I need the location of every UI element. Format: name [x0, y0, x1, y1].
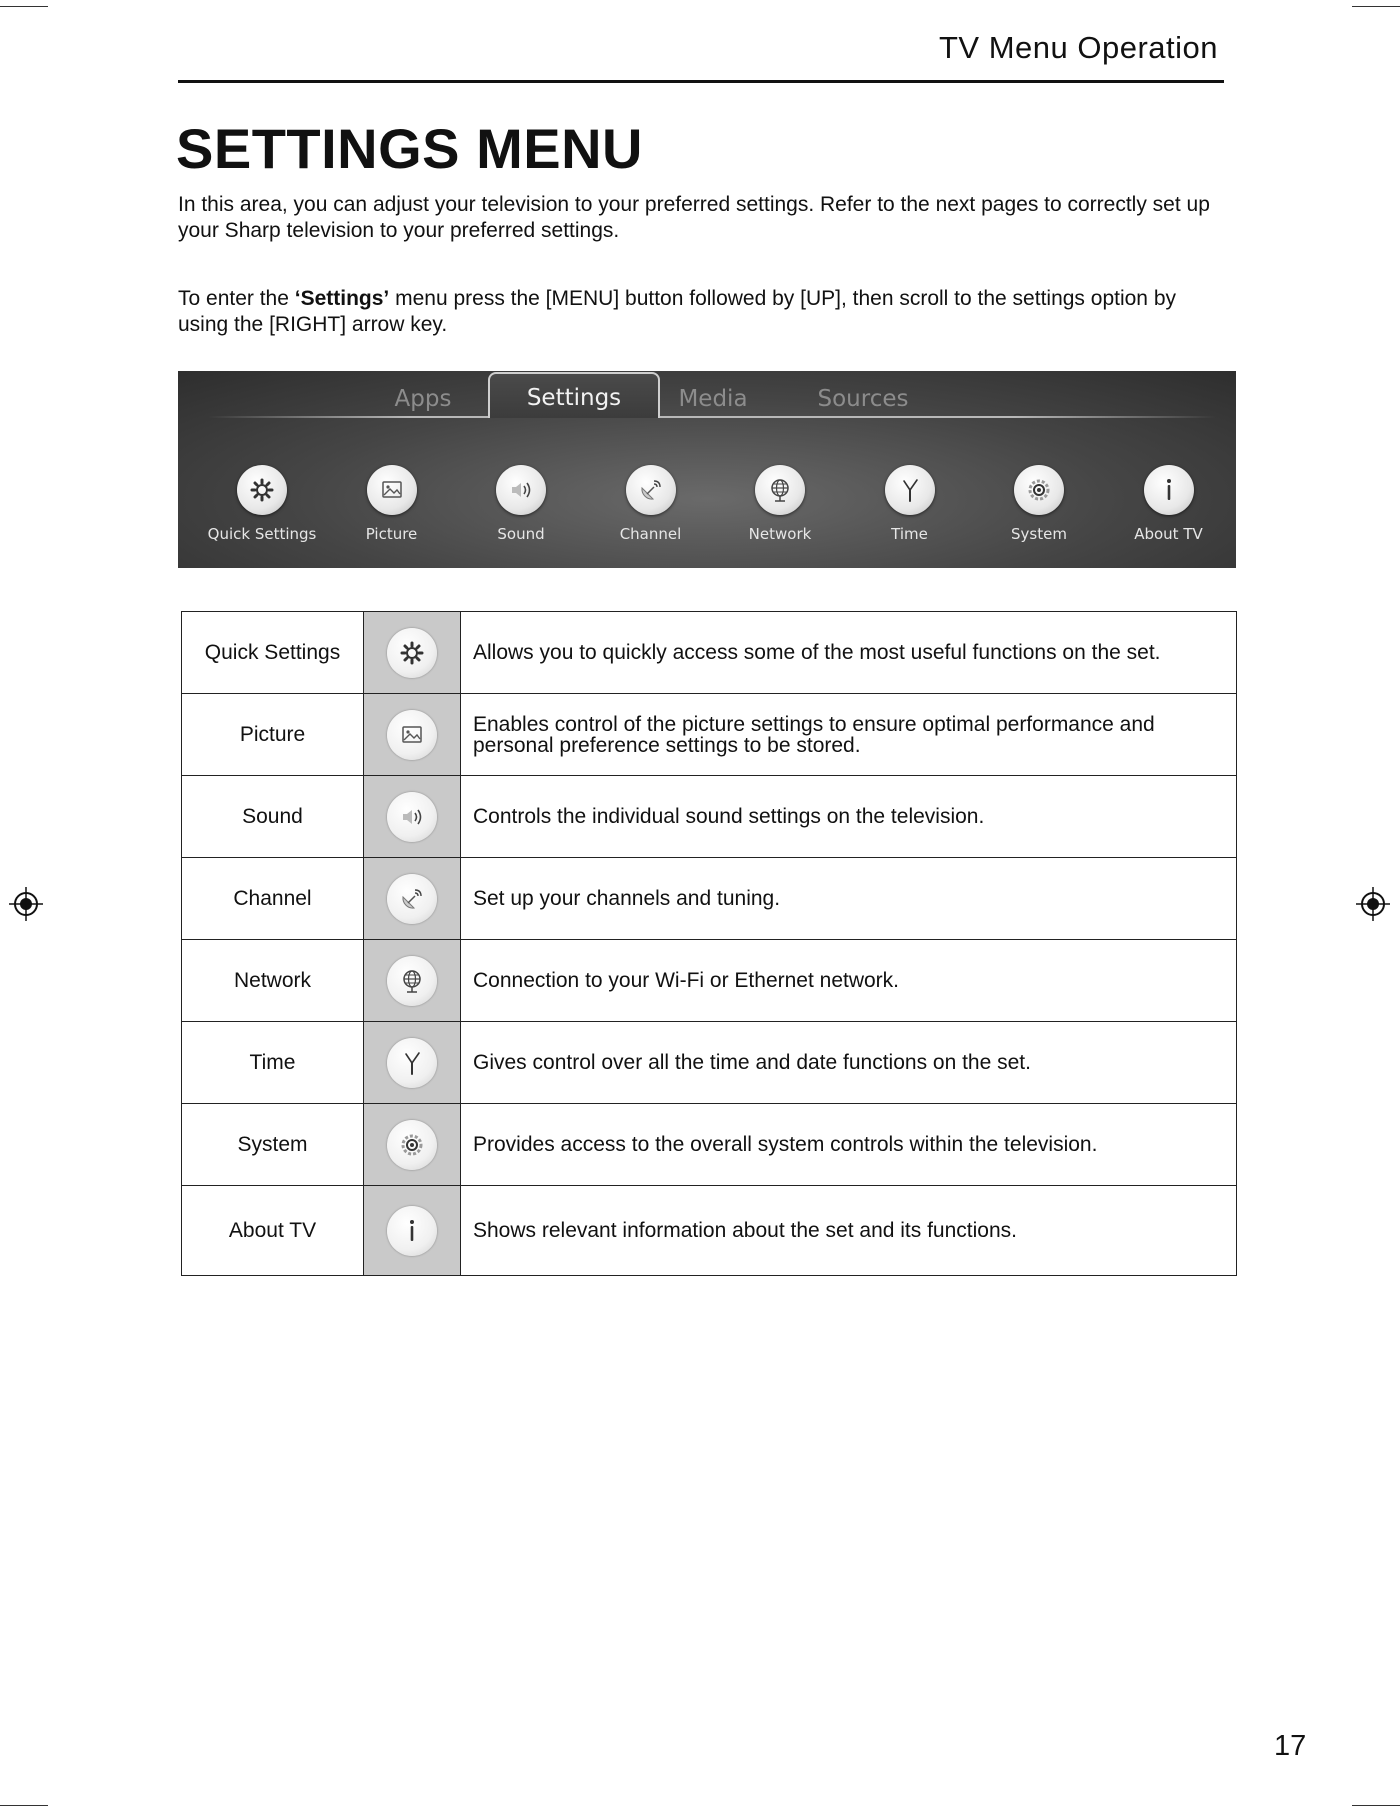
table-row [182, 1186, 1237, 1276]
page-title: SETTINGS MENU [176, 117, 643, 180]
table-row [182, 1104, 1237, 1186]
intro-paragraph: In this area, you can adjust your television to your preferred settings. Refer to the next pages to correctly set up your Sharp television to your preferred settings. [178, 193, 1210, 242]
table-row [182, 1022, 1237, 1104]
gear-icon [247, 475, 277, 505]
satellite-dish-icon [397, 884, 427, 914]
system-gear-icon [397, 1130, 427, 1160]
page-number: 17 [1274, 1730, 1307, 1762]
tv-menu-icon-circle [626, 465, 676, 515]
setting-description: Allows you to quickly access some of the most useful functions on the set. [461, 612, 1237, 694]
registration-mark-icon [1356, 887, 1390, 921]
setting-icon-cell [364, 858, 461, 940]
tv-menu-item-label: Quick Settings [207, 525, 317, 543]
instruction-text-bold: ‘Settings’ [294, 287, 390, 310]
info-icon [1154, 475, 1184, 505]
registration-mark-icon [9, 887, 43, 921]
speaker-icon [506, 475, 536, 505]
setting-description: Provides access to the overall system controls within the television. [461, 1104, 1237, 1186]
globe-icon [397, 966, 427, 996]
table-row [182, 694, 1237, 776]
tab-apps[interactable]: Apps [394, 386, 452, 412]
tv-menu-item-label: Network [748, 525, 812, 543]
setting-icon-cell [364, 694, 461, 776]
setting-icon-circle [387, 792, 437, 842]
tv-menu-icon-circle [755, 465, 805, 515]
setting-icon-circle [387, 628, 437, 678]
tab-settings[interactable]: Settings [488, 372, 660, 418]
tv-menu-item-sound[interactable] [461, 465, 581, 543]
page-header [178, 28, 1224, 83]
tv-menu-icon-circle [1144, 465, 1194, 515]
tab-media[interactable]: Media [678, 386, 748, 412]
clock-hands-icon [895, 475, 925, 505]
setting-description: Controls the individual sound settings on the television. [461, 776, 1237, 858]
setting-description: Connection to your Wi-Fi or Ethernet network. [461, 940, 1237, 1022]
info-icon [397, 1216, 427, 1246]
setting-icon-cell [364, 612, 461, 694]
setting-icon-circle [387, 1120, 437, 1170]
tv-menu-item-picture[interactable] [332, 465, 452, 543]
setting-icon-circle [387, 956, 437, 1006]
setting-name: About TV [182, 1186, 364, 1276]
setting-name: Time [182, 1022, 364, 1104]
crop-mark [1352, 6, 1400, 7]
setting-name: Network [182, 940, 364, 1022]
setting-icon-cell [364, 1186, 461, 1276]
setting-name: System [182, 1104, 364, 1186]
tv-menu-item-label: About TV [1134, 525, 1203, 543]
system-gear-icon [1024, 475, 1054, 505]
setting-name: Sound [182, 776, 364, 858]
globe-icon [765, 475, 795, 505]
setting-icon-circle [387, 710, 437, 760]
setting-icon-circle [387, 1206, 437, 1256]
setting-name: Channel [182, 858, 364, 940]
crop-mark [0, 6, 48, 7]
table-row [182, 612, 1237, 694]
table-row [182, 858, 1237, 940]
setting-icon-cell [364, 940, 461, 1022]
speaker-icon [397, 802, 427, 832]
setting-icon-cell [364, 776, 461, 858]
settings-table [181, 611, 1237, 1276]
setting-description: Enables control of the picture settings to ensure optimal performance and personal preference settings to be stored. [461, 694, 1237, 776]
tv-menu-icon-circle [496, 465, 546, 515]
tv-menu-item-label: System [1011, 525, 1067, 543]
setting-description: Set up your channels and tuning. [461, 858, 1237, 940]
satellite-dish-icon [636, 475, 666, 505]
table-row [182, 940, 1237, 1022]
setting-icon-circle [387, 874, 437, 924]
header-title: TV Menu Operation [938, 30, 1218, 65]
setting-name: Picture [182, 694, 364, 776]
setting-description: Gives control over all the time and date functions on the set. [461, 1022, 1237, 1104]
setting-icon-circle [387, 1038, 437, 1088]
tv-menu-item-about-tv[interactable] [1109, 465, 1229, 543]
picture-icon [377, 475, 407, 505]
instruction-text-after: menu press the [MENU] button followed by [UP], then scroll to the settings option by using the [RIGHT] arrow key. [178, 287, 1176, 336]
crop-mark [0, 1805, 48, 1806]
tv-menu-item-system[interactable] [979, 465, 1099, 543]
picture-icon [397, 720, 427, 750]
tv-menu-icon-circle [367, 465, 417, 515]
crop-mark [1352, 1805, 1400, 1806]
tv-menu-icon-circle [237, 465, 287, 515]
tab-sources[interactable]: Sources [817, 386, 909, 412]
tv-menu-screenshot [178, 371, 1236, 568]
tv-menu-icon-circle [885, 465, 935, 515]
tv-menu-item-label: Channel [619, 525, 682, 543]
tv-menu-item-label: Picture [365, 525, 418, 543]
gear-icon [397, 638, 427, 668]
setting-icon-cell [364, 1104, 461, 1186]
instruction-paragraph [178, 286, 1228, 338]
tv-menu-item-quick-settings[interactable] [202, 465, 322, 543]
tv-menu-item-time[interactable] [850, 465, 970, 543]
tv-menu-item-network[interactable] [720, 465, 840, 543]
tv-menu-item-label: Time [891, 525, 928, 543]
tv-menu-icon-circle [1014, 465, 1064, 515]
tv-menu-item-channel[interactable] [591, 465, 711, 543]
setting-description: Shows relevant information about the set and its functions. [461, 1186, 1237, 1276]
setting-icon-cell [364, 1022, 461, 1104]
clock-hands-icon [397, 1048, 427, 1078]
tv-menu-item-label: Sound [497, 525, 545, 543]
table-row [182, 776, 1237, 858]
setting-name: Quick Settings [182, 612, 364, 694]
instruction-text-before: To enter the [178, 287, 295, 310]
